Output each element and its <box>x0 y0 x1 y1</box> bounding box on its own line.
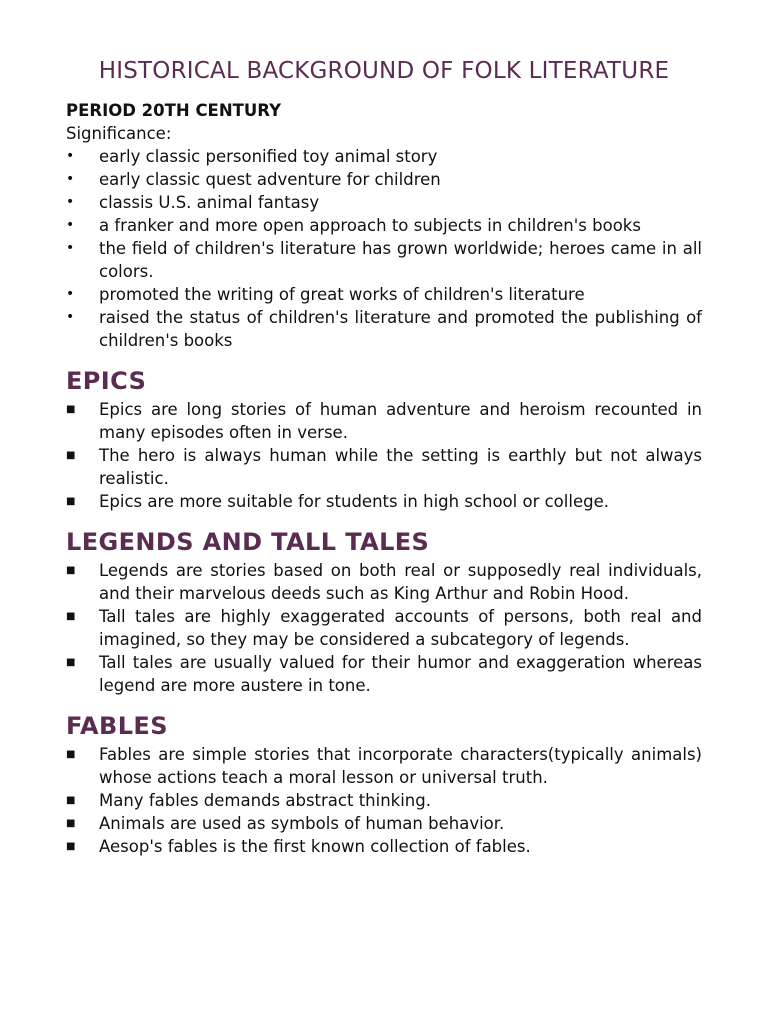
list-item <box>66 283 702 306</box>
list-item <box>66 605 702 651</box>
document-title: HISTORICAL BACKGROUND OF FOLK LITERATURE <box>98 58 670 84</box>
list-item-text: Fables are simple stories that incorporate characters(typically animals) whose actions teach a moral lesson or universal truth. <box>99 745 702 787</box>
list-item <box>66 490 702 513</box>
list-item-text: early classic quest adventure for children <box>99 170 441 189</box>
list-item-text: early classic personified toy animal story <box>99 147 438 166</box>
list-item-text: raised the status of children's literature and promoted the publishing of children's books <box>99 308 702 350</box>
fables-list <box>66 743 702 858</box>
epics-section <box>66 367 702 513</box>
bullet-icon: • <box>66 286 75 302</box>
list-item <box>66 168 702 191</box>
list-item <box>66 237 702 283</box>
list-item-text: Epics are long stories of human adventure and heroism recounted in many episodes often in verse. <box>99 400 702 442</box>
list-item-text: Animals are used as symbols of human behavior. <box>99 814 505 833</box>
list-item-text: promoted the writing of great works of children's literature <box>99 285 585 304</box>
list-item <box>66 835 702 858</box>
square-bullet-icon: ■ <box>66 565 76 576</box>
significance-label: Significance: <box>66 124 172 143</box>
square-bullet-icon: ■ <box>66 450 76 461</box>
list-item-text: classis U.S. animal fantasy <box>99 193 320 212</box>
list-item <box>66 743 702 789</box>
list-item <box>66 789 702 812</box>
square-bullet-icon: ■ <box>66 657 76 668</box>
significance-list <box>66 145 702 352</box>
bullet-icon: • <box>66 309 75 325</box>
list-item-text: Aesop's fables is the first known collection of fables. <box>99 837 531 856</box>
list-item <box>66 398 702 444</box>
section-heading-fables: FABLES <box>66 712 168 740</box>
period-heading: PERIOD 20TH CENTURY <box>66 101 282 120</box>
fables-section <box>66 712 702 858</box>
square-bullet-icon: ■ <box>66 749 76 760</box>
list-item-text: Tall tales are highly exaggerated accounts of persons, both real and imagined, so they may be considered a subcategory of legends. <box>99 607 702 649</box>
section-heading-legends: LEGENDS AND TALL TALES <box>66 528 430 556</box>
legends-list <box>66 559 702 697</box>
list-item-text: a franker and more open approach to subjects in children's books <box>99 216 641 235</box>
list-item <box>66 651 702 697</box>
list-item <box>66 444 702 490</box>
bullet-icon: • <box>66 148 75 164</box>
legends-section <box>66 528 702 697</box>
list-item <box>66 812 702 835</box>
list-item-text: Epics are more suitable for students in high school or college. <box>99 492 609 511</box>
list-item <box>66 191 702 214</box>
period-section <box>66 100 702 352</box>
square-bullet-icon: ■ <box>66 818 76 829</box>
list-item <box>66 214 702 237</box>
list-item-text: the field of children's literature has grown worldwide; heroes came in all colors. <box>99 239 702 281</box>
list-item <box>66 306 702 352</box>
square-bullet-icon: ■ <box>66 611 76 622</box>
square-bullet-icon: ■ <box>66 841 76 852</box>
bullet-icon: • <box>66 217 75 233</box>
square-bullet-icon: ■ <box>66 795 76 806</box>
bullet-icon: • <box>66 194 75 210</box>
epics-list <box>66 398 702 513</box>
list-item-text: Legends are stories based on both real or supposedly real individuals, and their marvelous deeds such as King Arthur and Robin Hood. <box>99 561 702 603</box>
list-item-text: Many fables demands abstract thinking. <box>99 791 431 810</box>
list-item <box>66 145 702 168</box>
square-bullet-icon: ■ <box>66 404 76 415</box>
section-heading-epics: EPICS <box>66 367 147 395</box>
list-item-text: Tall tales are usually valued for their humor and exaggeration whereas legend are more austere in tone. <box>99 653 702 695</box>
list-item <box>66 559 702 605</box>
square-bullet-icon: ■ <box>66 496 76 507</box>
bullet-icon: • <box>66 171 75 187</box>
bullet-icon: • <box>66 240 75 256</box>
list-item-text: The hero is always human while the setting is earthly but not always realistic. <box>99 446 702 488</box>
